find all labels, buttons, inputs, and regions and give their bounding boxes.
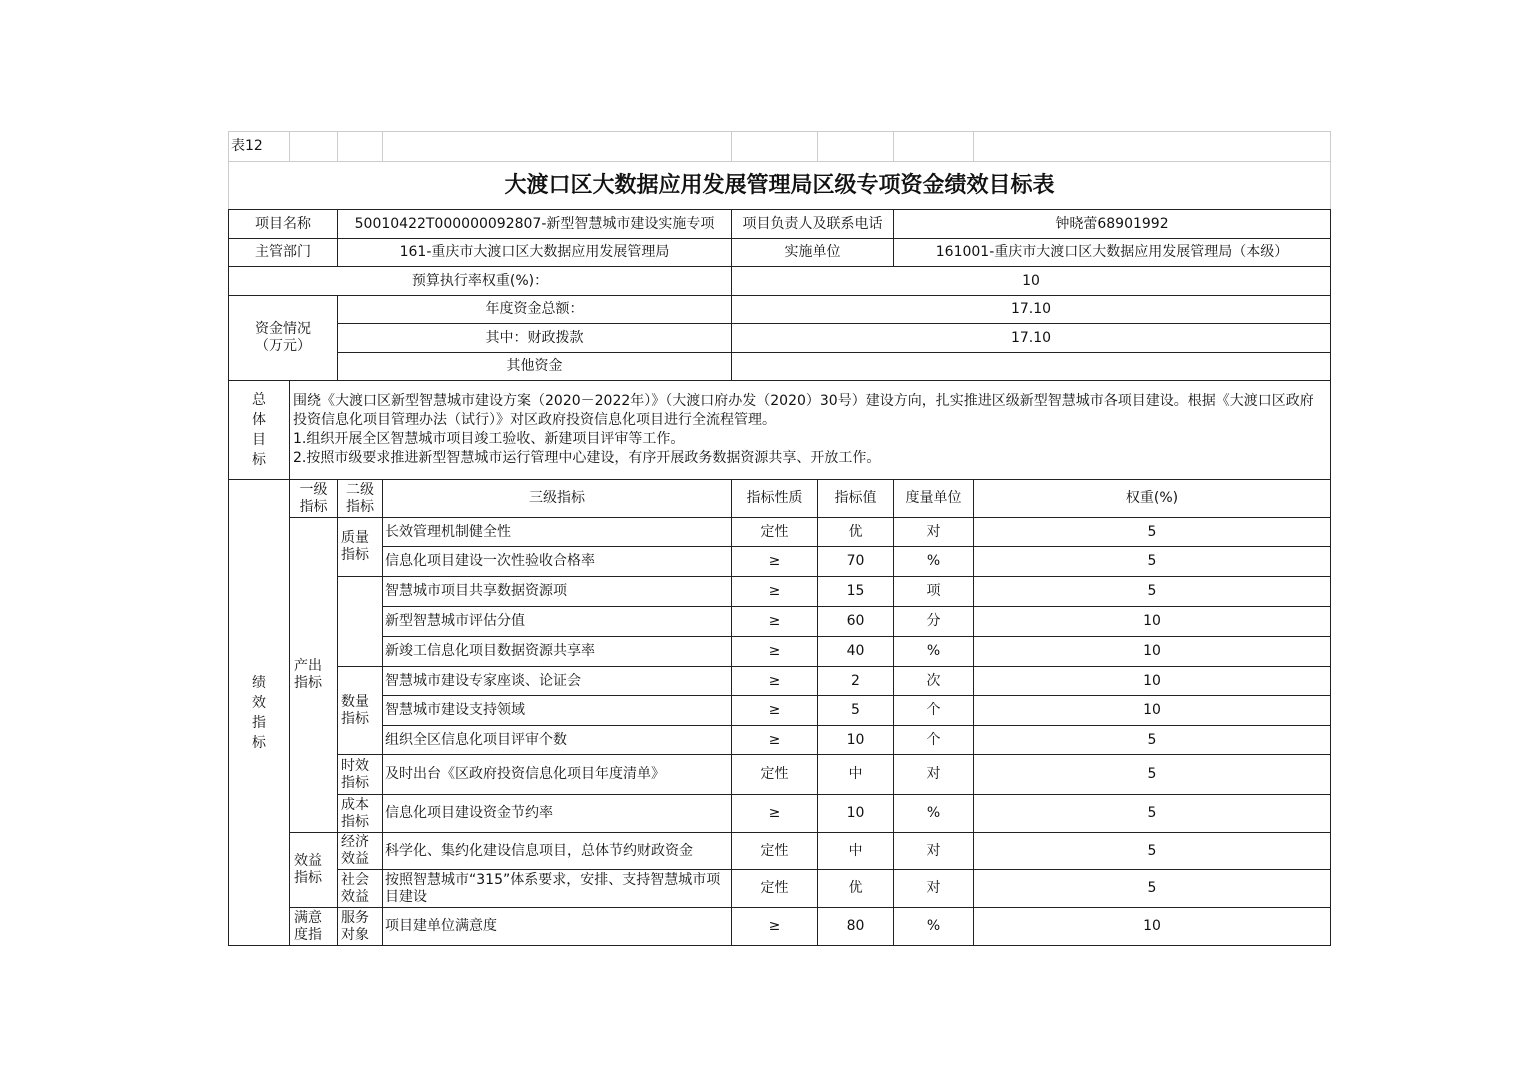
indicator-row: [229, 518, 1331, 547]
indicator-value: 10: [818, 726, 894, 755]
measure-unit: %: [894, 795, 974, 833]
weight: 5: [974, 755, 1331, 795]
indicator-value: 优: [818, 870, 894, 908]
funds-other: [732, 353, 1331, 381]
level2-indicator: 经济效益: [338, 833, 383, 870]
funds-total-label: 年度资金总额：: [338, 296, 732, 324]
indicator-nature: 定性: [732, 870, 818, 908]
measure-unit: 对: [894, 518, 974, 547]
table-number: 表12: [229, 132, 290, 162]
level3-indicator: 项目建单位满意度: [383, 908, 732, 946]
funds-fiscal-label: 其中：财政拨款: [338, 324, 732, 353]
level1-indicator: 效益指标: [290, 833, 338, 908]
weight: 10: [974, 667, 1331, 696]
indicator-value: 中: [818, 833, 894, 870]
weight: 5: [974, 726, 1331, 755]
level1-indicator: 满意度指: [290, 908, 338, 946]
unit-value: 161001-重庆市大渡口区大数据应用发展管理局（本级）: [894, 239, 1331, 267]
measure-unit: 项: [894, 577, 974, 607]
project-name: 50010422T000000092807-新型智慧城市建设实施专项: [338, 210, 732, 239]
weight-value: 10: [732, 267, 1331, 296]
indicator-value: 5: [818, 696, 894, 726]
level2-indicator: 数量指标: [338, 667, 383, 755]
goal-line: 1.组织开展全区智慧城市项目竣工验收、新建项目评审等工作。: [293, 431, 685, 447]
funds-total: 17.10: [732, 296, 1331, 324]
measure-unit: 个: [894, 726, 974, 755]
level2-indicator: 服务对象: [338, 908, 383, 946]
level2-indicator: [338, 577, 383, 667]
weight-label: 预算执行率权重(%)：: [229, 267, 732, 296]
indicators-label: 绩效指标: [229, 480, 290, 946]
level2-indicator: 成本指标: [338, 795, 383, 833]
indicator-row: [229, 696, 1331, 726]
weight: 10: [974, 637, 1331, 667]
indicator-nature: ≥: [732, 795, 818, 833]
level3-indicator: 组织全区信息化项目评审个数: [383, 726, 732, 755]
indicator-value: 15: [818, 577, 894, 607]
measure-unit: 对: [894, 833, 974, 870]
goal-text: [290, 381, 1331, 480]
indicator-nature: 定性: [732, 518, 818, 547]
measure-unit: 个: [894, 696, 974, 726]
indicator-value: 2: [818, 667, 894, 696]
weight: 5: [974, 795, 1331, 833]
header-cell: 权重(%): [974, 480, 1331, 518]
level2-indicator: 质量指标: [338, 518, 383, 577]
indicator-row: [229, 726, 1331, 755]
level3-indicator: 智慧城市建设专家座谈、论证会: [383, 667, 732, 696]
indicator-nature: ≥: [732, 908, 818, 946]
measure-unit: 分: [894, 607, 974, 637]
level3-indicator: 智慧城市建设支持领域: [383, 696, 732, 726]
indicator-row: [229, 870, 1331, 908]
header-cell: 三级指标: [383, 480, 732, 518]
indicator-nature: ≥: [732, 547, 818, 577]
dept-label: 主管部门: [229, 239, 338, 267]
funds-other-label: 其他资金: [338, 353, 732, 381]
level3-indicator: 智慧城市项目共享数据资源项: [383, 577, 732, 607]
indicator-nature: ≥: [732, 696, 818, 726]
weight: 10: [974, 908, 1331, 946]
measure-unit: %: [894, 547, 974, 577]
header-cell: 指标性质: [732, 480, 818, 518]
indicator-row: [229, 607, 1331, 637]
indicator-value: 60: [818, 607, 894, 637]
header-cell: 度量单位: [894, 480, 974, 518]
weight: 5: [974, 547, 1331, 577]
indicator-value: 40: [818, 637, 894, 667]
page-title: 大渡口区大数据应用发展管理局区级专项资金绩效目标表: [229, 162, 1331, 210]
level3-indicator: 信息化项目建设一次性验收合格率: [383, 547, 732, 577]
level3-indicator: 长效管理机制健全性: [383, 518, 732, 547]
measure-unit: 对: [894, 870, 974, 908]
owner-value: 钟晓蕾68901992: [894, 210, 1331, 239]
level1-indicator: 产出指标: [290, 518, 338, 833]
owner-label: 项目负责人及联系电话: [732, 210, 894, 239]
measure-unit: 次: [894, 667, 974, 696]
level2-indicator: 社会效益: [338, 870, 383, 908]
indicator-value: 10: [818, 795, 894, 833]
indicator-nature: 定性: [732, 833, 818, 870]
weight: 10: [974, 607, 1331, 637]
indicator-row: [229, 547, 1331, 577]
weight: 10: [974, 696, 1331, 726]
indicator-row: [229, 755, 1331, 795]
dept-value: 161-重庆市大渡口区大数据应用发展管理局: [338, 239, 732, 267]
level3-indicator: 新型智慧城市评估分值: [383, 607, 732, 637]
indicator-row: [229, 833, 1331, 870]
indicator-row: [229, 577, 1331, 607]
level3-indicator: 信息化项目建设资金节约率: [383, 795, 732, 833]
indicator-nature: ≥: [732, 667, 818, 696]
indicator-row: [229, 795, 1331, 833]
weight: 5: [974, 833, 1331, 870]
unit-label: 实施单位: [732, 239, 894, 267]
indicator-value: 优: [818, 518, 894, 547]
project-name-label: 项目名称: [229, 210, 338, 239]
level3-indicator: 按照智慧城市“315”体系要求，安排、支持智慧城市项目建设: [383, 870, 732, 908]
level3-indicator: 新竣工信息化项目数据资源共享率: [383, 637, 732, 667]
header-cell: 指标值: [818, 480, 894, 518]
indicator-row: [229, 637, 1331, 667]
measure-unit: 对: [894, 755, 974, 795]
indicator-row: [229, 667, 1331, 696]
funds-label: 资金情况（万元）: [229, 296, 338, 381]
weight: 5: [974, 870, 1331, 908]
measure-unit: %: [894, 637, 974, 667]
indicator-row: [229, 908, 1331, 946]
indicator-nature: 定性: [732, 755, 818, 795]
level3-indicator: 科学化、集约化建设信息项目，总体节约财政资金: [383, 833, 732, 870]
indicator-value: 80: [818, 908, 894, 946]
weight: 5: [974, 577, 1331, 607]
indicator-nature: ≥: [732, 637, 818, 667]
weight: 5: [974, 518, 1331, 547]
goal-label: 总体目标: [229, 381, 290, 480]
goal-line: 2.按照市级要求推进新型智慧城市运行管理中心建设，有序开展政务数据资源共享、开放工作。: [293, 450, 881, 466]
indicator-value: 70: [818, 547, 894, 577]
performance-target-table: [228, 131, 1331, 946]
indicator-nature: ≥: [732, 726, 818, 755]
level2-indicator: 时效指标: [338, 755, 383, 795]
measure-unit: %: [894, 908, 974, 946]
funds-fiscal: 17.10: [732, 324, 1331, 353]
indicator-nature: ≥: [732, 607, 818, 637]
goal-line: 围绕《大渡口区新型智慧城市建设方案（2020－2022年）》（大渡口府办发（2020）30号）建设方向，扎实推进区级新型智慧城市各项目建设。根据《大渡口区政府投资信息化项目管理办法（试行）》对区政府投资信息化项目进行全流程管理。: [293, 393, 1314, 428]
level3-indicator: 及时出台《区政府投资信息化项目年度清单》: [383, 755, 732, 795]
indicator-nature: ≥: [732, 577, 818, 607]
indicator-value: 中: [818, 755, 894, 795]
header-cell: 二级指标: [338, 480, 383, 518]
header-cell: 一级指标: [290, 480, 338, 518]
